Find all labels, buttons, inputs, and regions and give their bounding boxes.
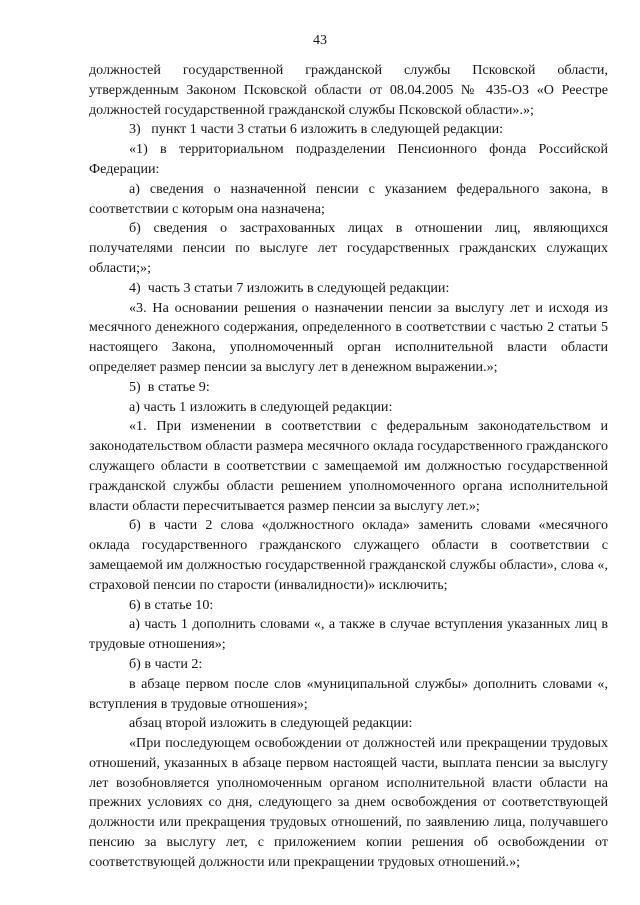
paragraph-item-6b: б) в части 2:	[129, 655, 203, 672]
page-number: 43	[313, 33, 327, 48]
paragraph-item-5: 5) в статье 9:	[129, 378, 210, 395]
paragraph-quote-abzac-2: «При последующем освобождении от должностей или прекращении трудовых отношений, указанных в абзаце первом настоящей части, выплата пенсии за выслугу лет возобновляется уполномоченным органом исполнительной власти области на прежних условиях со дня, следующего за днем освобождения от соответствующей должности или прекращения трудовых отношений, по заявлению лица, получавшего пенсию за выслугу лет, с приложением копии решения об освобождении от соответствующей должности или прекращении трудовых отношений.»;	[89, 735, 608, 870]
paragraph-subitem-b: б) сведения о застрахованных лицах в отношении лиц, являющихся получателями пенсии по выслуге лет государственных гражданских служащих области;»;	[89, 220, 608, 276]
paragraph-continuation: должностей государственной гражданской службы Псковской области, утвержденным Законом Псковской области от 08.04.2005 № 435-ОЗ «О Реестре должностей государственной гражданской службы Псковской области».»;	[89, 62, 608, 118]
paragraph-quote-1: «1) в территориальном подразделении Пенсионного фонда Российской Федерации:	[89, 141, 608, 177]
paragraph-abzac-2: абзац второй изложить в следующей редакции:	[129, 715, 413, 732]
paragraph-item-5b: б) в части 2 слова «должностного оклада» заменить словами «месячного оклада государственного гражданского служащего области в соответствии с замещаемой им должностью государственной гражданской службы области», слова «, страховой пенсии по старости (инвалидности)» исключить;	[89, 517, 608, 593]
document-body	[89, 61, 608, 873]
paragraph-item-4: 4) часть 3 статьи 7 изложить в следующей редакции:	[129, 279, 450, 296]
paragraph-item-3: 3) пункт 1 части 3 статьи 6 изложить в следующей редакции:	[129, 121, 504, 138]
paragraph-subitem-a: а) сведения о назначенной пенсии с указанием федерального закона, в соответствии с которым она назначена;	[89, 180, 608, 217]
paragraph-quote-art9-1: «1. При изменении в соответствии с федеральным законодательством и законодательством области размера месячного оклада государственного гражданского служащего области в соответствии с замещаемой им должностью государственной гражданской службы области решением уполномоченного органа исполнительной власти области пересчитывается размер пенсии за выслугу лет.»;	[89, 418, 608, 514]
paragraph-item-6: 6) в статье 10:	[129, 596, 214, 613]
paragraph-item-5a: а) часть 1 изложить в следующей редакции:	[129, 398, 393, 415]
paragraph-abzac-1: в абзаце первом после слов «муниципальной службы» дополнить словами «, вступления в трудовые отношения»;	[89, 675, 608, 712]
paragraph-item-6a: а) часть 1 дополнить словами «, а также в случае вступления указанных лиц в трудовые отношения»;	[89, 616, 608, 653]
paragraph-quote-3: «3. На основании решения о назначении пенсии за выслугу лет и исходя из месячного денежного содержания, определенного в соответствии с частью 2 статьи 5 настоящего Закона, уполномоченный орган исполнительной власти области определяет размер пенсии за выслугу лет в денежном выражении.»;	[89, 299, 608, 375]
